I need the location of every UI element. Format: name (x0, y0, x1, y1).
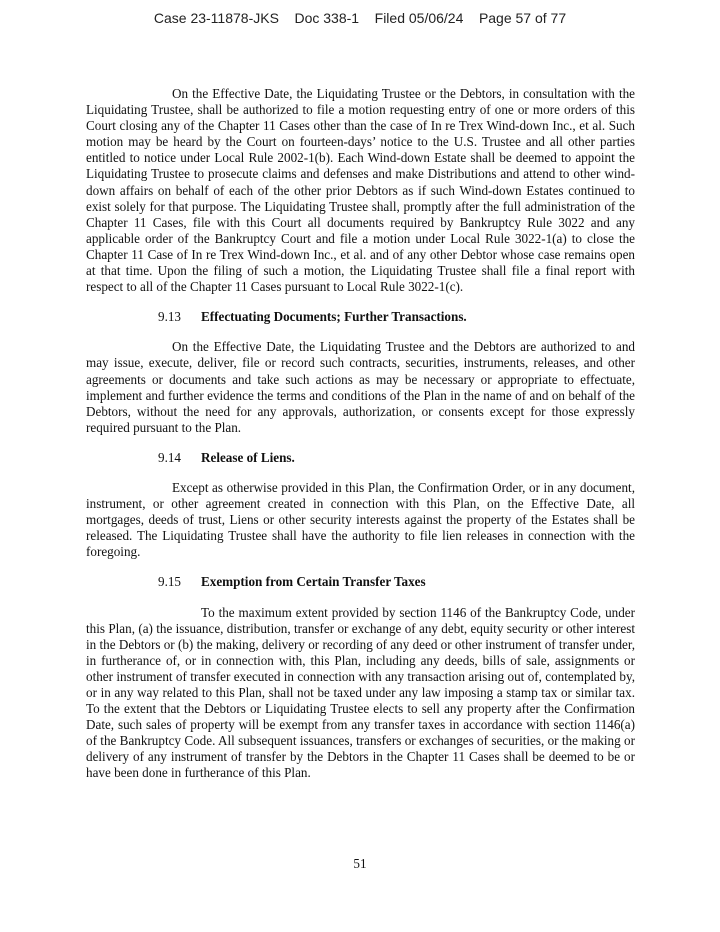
paragraph-transfer-tax-exemption: To the maximum extent provided by section 1146 of the Bankruptcy Code, under this Plan, (a) the issuance, distribution, transfer or exchange of any debt, equity security or other interest in the Debtors or (b) the making, delivery or recording of any deed or other instrument of transfer under, in furtherance of, or in connection with, this Plan, including any deeds, bills of sale, assignments or other instrument of transfer executed in connection with any transaction arising out of, contemplated by, or in any way related to this Plan, shall not be taxed under any law imposing a stamp tax or similar tax. To the extent that the Debtors or Liquidating Trustee elects to sell any property after the Confirmation Date, such sales of property will be exempt from any transfer taxes in accordance with section 1146(a) of the Bankruptcy Code. All subsequent issuances, transfers or exchanges of securities, or the making or delivery of any instrument of transfer by the Debtors in the Chapter 11 Cases shall be deemed to be or have been done in furtherance of this Plan. (86, 604, 636, 781)
paragraph-release-of-liens: Except as otherwise provided in this Plan, the Confirmation Order, or in any document, instrument, or other agreement created in connection with this Plan, on the Effective Date, all mortgages, deeds of trust, Liens or other security interests against the property of the Estates shall be released. The Liquidating Trustee shall have the authority to file lien releases in connection with the foregoing. (86, 479, 635, 560)
document-body (86, 86, 635, 782)
section-heading-9-13 (86, 309, 635, 325)
case-header (0, 10, 720, 26)
section-heading-9-14 (86, 450, 635, 466)
section-heading-9-15 (86, 574, 635, 590)
doc-number: Doc 338-1 (294, 10, 360, 26)
section-number: 9.14 (158, 449, 181, 465)
paragraph-closing-cases: On the Effective Date, the Liquidating Trustee or the Debtors, in consultation with the Liquidating Trustee, shall be authorized to file a motion requesting entry of one or more orders of this Court closing any of the Chapter 11 Cases other than the case of In re Trex Wind-down Inc., et al. Such motion may be heard by the Court on fourteen-days’ notice to the U.S. Trustee and all other parties entitled to notice under Local Rule 2002-1(b). Each Wind-down Estate shall be deemed to appoint the Liquidating Trustee to prosecute claims and defenses and make Distributions and attend to other wind-down affairs on behalf of each of the other prior Debtors as if such Wind-down Estates continued to exist solely for that purpose. The Liquidating Trustee shall, promptly after the full administration of the Chapter 11 Cases, file with this Court all documents required by Bankruptcy Rule 3022 and any applicable order of the Bankruptcy Court and file a motion under Local Rule 3022-1(a) to close the Chapter 11 Case of In re Trex Wind-down Inc., et al. and of any other Debtor whose case remains open at that time. Upon the filing of such a motion, the Liquidating Trustee shall file a final report with respect to all of the Chapter 11 Cases pursuant to Local Rule 3022-1(c). (86, 86, 635, 295)
page-number: 51 (353, 856, 367, 871)
filed-date: Filed 05/06/24 (374, 10, 464, 26)
section-title: Release of Liens. (201, 449, 295, 465)
section-number: 9.15 (158, 574, 181, 590)
paragraph-effectuating-documents: On the Effective Date, the Liquidating Trustee and the Debtors are authorized to and may issue, execute, deliver, file or record such contracts, securities, instruments, releases, and other agreements or documents and take such actions as may be necessary or appropriate to effectuate, implement and further evidence the terms and conditions of the Plan in the name of and on behalf of the Debtors, without the need for any approvals, authorization, or consents except for those expressly required pursuant to the Plan. (86, 339, 635, 435)
section-title: Effectuating Documents; Further Transactions. (201, 309, 467, 325)
page-of-total: Page 57 of 77 (478, 10, 567, 26)
section-title: Exemption from Certain Transfer Taxes (201, 574, 426, 590)
section-number: 9.13 (158, 309, 181, 325)
case-number: Case 23-11878-JKS (153, 10, 279, 26)
